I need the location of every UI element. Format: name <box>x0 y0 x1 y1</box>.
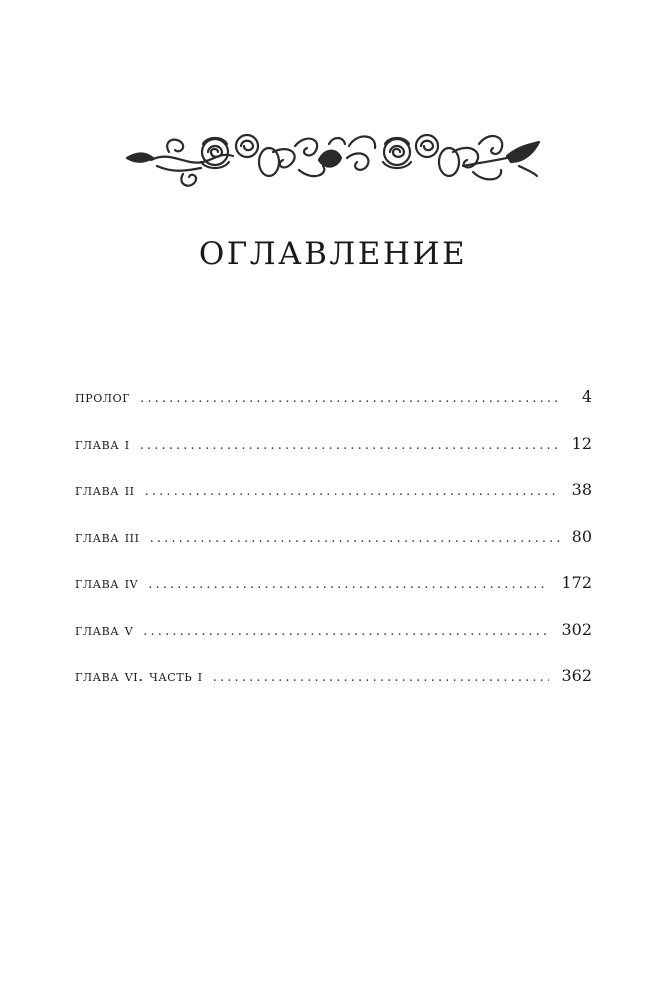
toc-entry-page: 12 <box>571 433 592 453</box>
toc-entry-label: глава iv <box>75 574 139 592</box>
toc-entry[interactable] <box>75 573 592 620</box>
toc-entry-page: 362 <box>561 666 592 685</box>
toc-entry[interactable] <box>75 666 592 713</box>
toc-leader-dots <box>140 438 560 453</box>
toc-leader-dots <box>148 577 549 592</box>
table-of-contents <box>75 387 592 713</box>
toc-leader-dots <box>150 531 560 546</box>
toc-entry-page: 4 <box>581 387 592 406</box>
toc-entry[interactable] <box>75 480 592 527</box>
toc-entry-label: пролог <box>75 388 131 406</box>
toc-entry-label: глава ii <box>75 481 135 499</box>
toc-entry-label: глава v <box>75 620 134 639</box>
toc-entry[interactable] <box>75 620 592 667</box>
toc-entry-page: 302 <box>561 619 592 639</box>
toc-entry-page: 172 <box>561 573 592 592</box>
toc-leader-dots <box>143 624 549 639</box>
toc-entry-label: глава i <box>75 434 130 453</box>
page-title: ОГЛАВЛЕНИЕ <box>198 236 468 272</box>
toc-entry-label: глава iii <box>75 527 140 546</box>
toc-entry-label: глава vi. часть i <box>75 667 203 685</box>
toc-leader-dots <box>140 391 560 406</box>
toc-leader-dots <box>213 670 550 685</box>
toc-entry[interactable] <box>75 387 592 434</box>
toc-leader-dots <box>145 484 560 499</box>
floral-divider-icon <box>123 122 543 198</box>
toc-entry[interactable] <box>75 434 592 481</box>
toc-entry[interactable] <box>75 527 592 574</box>
toc-entry-page: 38 <box>571 480 592 499</box>
toc-entry-page: 80 <box>571 526 592 546</box>
